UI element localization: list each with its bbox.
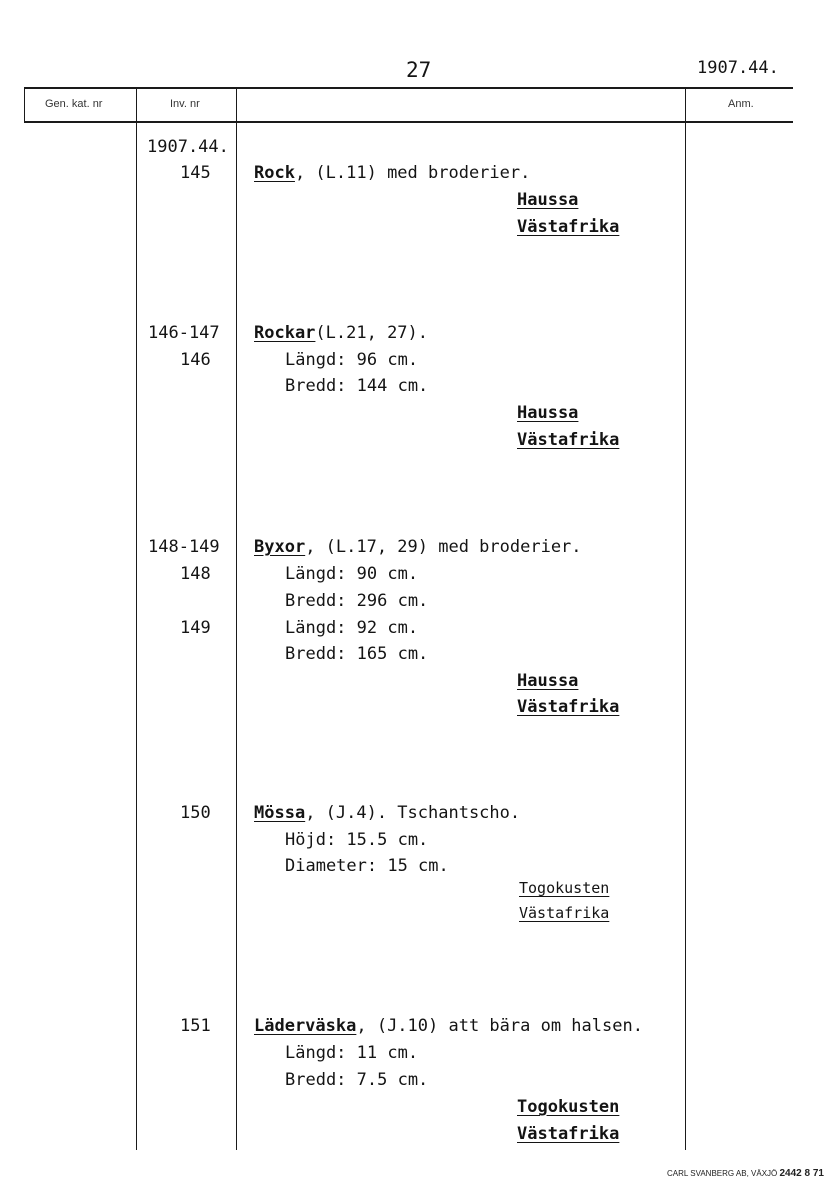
origin-people: Haussa xyxy=(517,671,579,691)
page-number: 27 xyxy=(406,58,432,82)
measurement: Längd: 92 cm. xyxy=(285,618,419,638)
object-name: Rock xyxy=(254,163,295,183)
column-divider-left xyxy=(24,87,25,123)
origin-place: Togokusten xyxy=(517,1097,620,1117)
printer-name: CARL SVANBERG AB, VÄXJÖ xyxy=(667,1169,778,1178)
inv-number: 145 xyxy=(180,163,211,183)
origin-region: Västafrika xyxy=(517,217,620,237)
inv-number: 146-147 xyxy=(148,323,220,343)
measurement: Längd: 90 cm. xyxy=(285,564,419,584)
measurement: Bredd: 7.5 cm. xyxy=(285,1070,429,1090)
header-rule xyxy=(24,121,793,123)
column-header-anm: Anm. xyxy=(728,98,754,110)
object-details: , (L.17, 29) med broderier. xyxy=(305,537,582,557)
object-name: Rockar xyxy=(254,323,316,343)
origin-region: Västafrika xyxy=(519,904,610,922)
object-name: Läderväska xyxy=(254,1016,357,1036)
column-header-inv: Inv. nr xyxy=(170,98,200,110)
entry-description xyxy=(254,163,530,183)
inv-subnumber: 148 xyxy=(180,564,211,584)
inv-series-label: 1907.44. xyxy=(147,137,229,157)
origin-region: Västafrika xyxy=(517,697,620,717)
entry-description xyxy=(254,1016,643,1036)
object-details: , (J.10) att bära om halsen. xyxy=(356,1016,643,1036)
entry-description xyxy=(254,803,520,823)
origin-region: Västafrika xyxy=(517,430,620,450)
measurement: Bredd: 165 cm. xyxy=(285,644,429,664)
measurement: Längd: 11 cm. xyxy=(285,1043,419,1063)
inv-subnumber: 146 xyxy=(180,350,211,370)
object-details: , (J.4). Tschantscho. xyxy=(305,803,521,823)
page-header-accession: 1907.44. xyxy=(697,58,779,78)
entry-description xyxy=(254,537,582,557)
object-name: Byxor xyxy=(254,537,306,557)
entry-description xyxy=(254,323,428,343)
column-divider-text xyxy=(236,87,237,1150)
origin-people: Haussa xyxy=(517,190,579,210)
measurement: Bredd: 144 cm. xyxy=(285,376,429,396)
origin-region: Västafrika xyxy=(517,1124,620,1144)
measurement: Bredd: 296 cm. xyxy=(285,591,429,611)
column-divider-inv xyxy=(136,87,137,1150)
inv-subnumber: 149 xyxy=(180,618,211,638)
inv-number: 151 xyxy=(180,1016,211,1036)
object-name: Mössa xyxy=(254,803,306,823)
printer-imprint xyxy=(667,1168,824,1179)
column-header-gen-kat: Gen. kat. nr xyxy=(45,98,103,110)
column-divider-anm xyxy=(685,87,686,1150)
object-details: (L.21, 27). xyxy=(315,323,429,343)
inv-number: 150 xyxy=(180,803,211,823)
origin-place: Togokusten xyxy=(519,879,610,897)
measurement: Diameter: 15 cm. xyxy=(285,856,449,876)
inv-number: 148-149 xyxy=(148,537,220,557)
form-code: 2442 8 71 xyxy=(779,1168,824,1179)
origin-people: Haussa xyxy=(517,403,579,423)
measurement: Längd: 96 cm. xyxy=(285,350,419,370)
measurement: Höjd: 15.5 cm. xyxy=(285,830,429,850)
object-details: , (L.11) med broderier. xyxy=(294,163,531,183)
top-rule xyxy=(24,87,793,89)
